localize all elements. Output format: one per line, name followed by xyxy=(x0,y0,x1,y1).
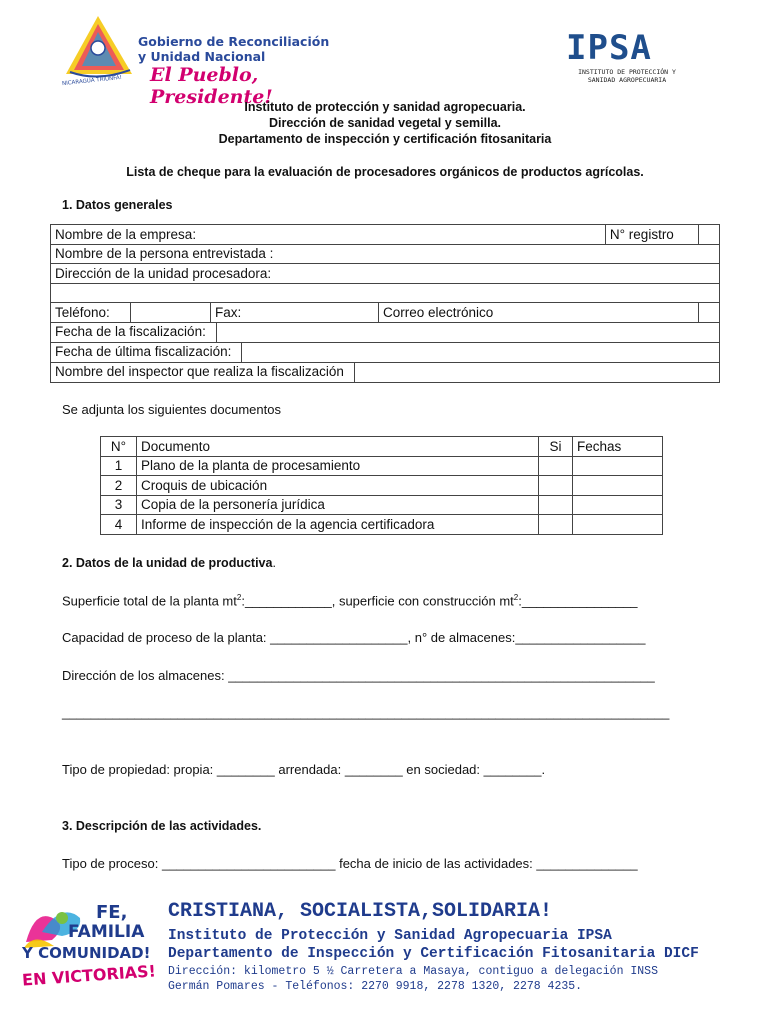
telefono-label-cell xyxy=(51,303,131,323)
doc-si-field[interactable] xyxy=(539,456,573,476)
superficie-text-b: :____________, superficie con construcción mt xyxy=(241,593,514,609)
fecha-ultima-label: Fecha de última fiscalización: xyxy=(55,343,232,359)
doc-number: 2 xyxy=(101,476,137,496)
empresa-label: Nombre de la empresa: xyxy=(55,226,197,242)
institution-line-3: Departamento de inspección y certificación fitosanitaria xyxy=(218,132,552,146)
superficie-line[interactable] xyxy=(62,593,638,608)
cell-divider xyxy=(216,323,217,342)
direccion-label: Dirección de la unidad procesadora: xyxy=(55,265,272,281)
doc-fecha-field[interactable] xyxy=(573,476,663,496)
inspector-field[interactable] xyxy=(51,362,720,382)
docs-header-documento: Documento xyxy=(137,437,539,457)
direccion-extra-field[interactable] xyxy=(51,283,720,303)
tipo-propiedad-line[interactable]: Tipo de propiedad: propia: ________ arrendada: ________ en sociedad: ________. xyxy=(62,762,546,777)
tipo-proceso-line[interactable]: Tipo de proceso: ________________________ fecha de inicio de las actividades: ______________ xyxy=(62,856,638,871)
fecha-ultima-field[interactable] xyxy=(51,342,720,362)
section-2-title xyxy=(62,556,276,570)
docs-header-n: N° xyxy=(101,437,137,457)
fe-familia-logo xyxy=(22,902,162,994)
doc-name: Plano de la planta de procesamiento xyxy=(137,456,539,476)
docs-header-fechas: Fechas xyxy=(573,437,663,457)
table-row xyxy=(51,303,720,323)
section-2-title-text: 2. Datos de la unidad de productiva xyxy=(62,556,273,570)
ipsa-wordmark: IPSA xyxy=(566,28,652,68)
logo-victorias-text: EN VICTORIAS! xyxy=(21,961,157,990)
superficie-sup-1: 2 xyxy=(236,593,242,602)
table-row xyxy=(51,264,720,284)
doc-fecha-field[interactable] xyxy=(573,495,663,515)
direccion-almacenes-blank-line[interactable]: ____________________________________________________________________________________ xyxy=(62,705,670,720)
fax-label: Fax: xyxy=(215,304,242,320)
fax-field[interactable] xyxy=(211,303,379,323)
empresa-field[interactable] xyxy=(51,225,606,245)
documents-table xyxy=(100,436,663,535)
section-2-title-dot: . xyxy=(272,556,276,570)
institution-line-1: Instituto de protección y sanidad agropecuaria. xyxy=(244,100,526,114)
table-row xyxy=(51,362,720,382)
table-row xyxy=(51,283,720,303)
table-row xyxy=(101,476,663,496)
table-header-row xyxy=(101,437,663,457)
table-row xyxy=(51,322,720,342)
telefono-label: Teléfono: xyxy=(55,304,110,320)
footer-slogan: CRISTIANA, SOCIALISTA,SOLIDARIA! xyxy=(168,900,553,923)
registro-label-cell xyxy=(605,225,698,245)
government-logo xyxy=(60,14,360,108)
doc-number: 1 xyxy=(101,456,137,476)
superficie-sup-2: 2 xyxy=(513,593,519,602)
government-slogan: El Pueblo, Presidente! xyxy=(150,64,273,108)
footer-address: Dirección: kilometro 5 ½ Carretera a Masaya, contiguo a delegación INSS xyxy=(168,965,658,978)
fecha-fiscalizacion-field[interactable] xyxy=(51,322,720,342)
section-1-title: 1. Datos generales xyxy=(62,198,173,212)
registro-field[interactable] xyxy=(698,225,719,245)
direccion-field[interactable] xyxy=(51,264,720,284)
correo-label: Correo electrónico xyxy=(383,304,494,320)
table-row xyxy=(51,244,720,264)
document-title: Lista de cheque para la evaluación de procesadores orgánicos de productos agrícolas. xyxy=(126,165,644,179)
doc-si-field[interactable] xyxy=(539,495,573,515)
government-line-1: Gobierno de Reconciliación xyxy=(138,34,330,49)
cell-divider xyxy=(241,343,242,362)
table-row xyxy=(51,342,720,362)
doc-number: 3 xyxy=(101,495,137,515)
docs-header-si: Si xyxy=(539,437,573,457)
table-row xyxy=(51,225,720,245)
doc-si-field[interactable] xyxy=(539,476,573,496)
institution-line-2: Dirección de sanidad vegetal y semilla. xyxy=(268,116,502,130)
footer-department: Departamento de Inspección y Certificación Fitosanitaria DICF xyxy=(168,946,699,962)
correo-label-cell xyxy=(379,303,699,323)
government-line-2: y Unidad Nacional xyxy=(138,49,266,64)
table-row xyxy=(101,515,663,535)
footer-institution: Instituto de Protección y Sanidad Agropecuaria IPSA xyxy=(168,928,612,944)
direccion-almacenes-line[interactable]: Dirección de los almacenes: ___________________________________________________________ xyxy=(62,668,655,683)
ipsa-subtitle-line-2: SANIDAD AGROPECUARIA xyxy=(587,76,667,84)
ipsa-subtitle-line-1: INSTITUTO DE PROTECCIÓN Y xyxy=(578,68,676,76)
section-3-title: 3. Descripción de las actividades. xyxy=(62,819,262,833)
fecha-fiscalizacion-label: Fecha de la fiscalización: xyxy=(55,323,206,339)
superficie-text-c: :________________ xyxy=(518,593,638,609)
registro-label: N° registro xyxy=(609,226,674,242)
superficie-text-a: Superficie total de la planta mt xyxy=(62,593,237,609)
doc-name: Copia de la personería jurídica xyxy=(137,495,539,515)
cell-divider xyxy=(354,363,355,382)
capacidad-line[interactable]: Capacidad de proceso de la planta: ___________________, n° de almacenes:__________________ xyxy=(62,630,646,645)
correo-field[interactable] xyxy=(698,303,719,323)
government-emblem-icon xyxy=(60,14,140,86)
doc-number: 4 xyxy=(101,515,137,535)
doc-fecha-field[interactable] xyxy=(573,515,663,535)
ipsa-logo xyxy=(562,28,692,88)
doc-fecha-field[interactable] xyxy=(573,456,663,476)
table-row xyxy=(101,456,663,476)
telefono-field[interactable] xyxy=(131,303,211,323)
logo-fe-text: FE, xyxy=(96,902,128,923)
doc-name: Croquis de ubicación xyxy=(137,476,539,496)
logo-familia-text: FAMILIA xyxy=(68,922,145,942)
ipsa-subtitle xyxy=(568,68,686,84)
general-data-table xyxy=(50,224,720,383)
table-row xyxy=(101,495,663,515)
entrevistada-label: Nombre de la persona entrevistada : xyxy=(55,246,274,262)
logo-comunidad-text: Y COMUNIDAD! xyxy=(22,944,151,962)
footer-phones: Germán Pomares - Teléfonos: 2270 9918, 2278 1320, 2278 4235. xyxy=(168,980,583,993)
entrevistada-field[interactable] xyxy=(51,244,720,264)
inspector-label: Nombre del inspector que realiza la fiscalización xyxy=(55,363,344,379)
doc-si-field[interactable] xyxy=(539,515,573,535)
doc-name: Informe de inspección de la agencia certificadora xyxy=(137,515,539,535)
adjunta-label: Se adjunta los siguientes documentos xyxy=(62,402,281,417)
nicaragua-triunfa-text: NICARAGUA TRIUNFA! xyxy=(61,74,123,88)
